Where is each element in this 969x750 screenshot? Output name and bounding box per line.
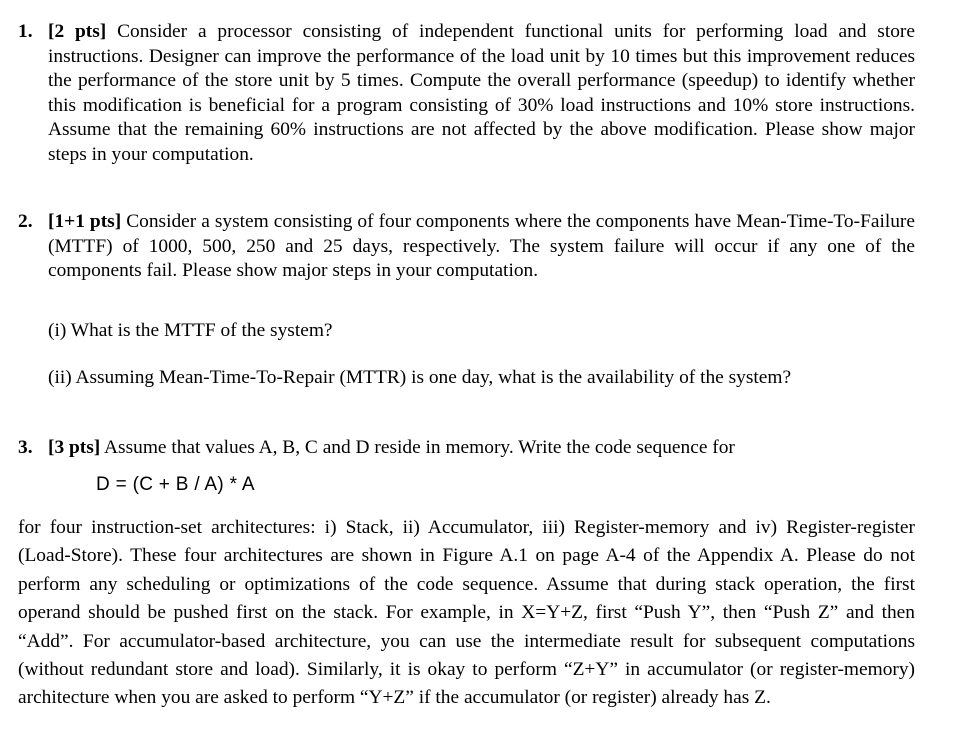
question-3-body bbox=[0, 436, 915, 461]
question-points: [1+1 pts] bbox=[48, 211, 122, 232]
subquestion-i: (i) What is the MTTF of the system? bbox=[48, 320, 333, 341]
question-2 bbox=[0, 210, 969, 284]
subquestion-ii: (ii) Assuming Mean-Time-To-Repair (MTTR) is one day, what is the availability of the system? bbox=[48, 367, 792, 388]
question-text: Consider a processor consisting of independent functional units for performing load and store instructions. Designer can improve the performance of the load unit by 10 times but this improvement reduces the performance of the store unit by 5 times. Compute the overall performance (speedup) to identify whether this modification is beneficial for a program consisting of 30% load instructions and 10% store instructions. Assume that the remaining 60% instructions are not affected by the above modification. Please show major steps in your computation. bbox=[48, 21, 915, 165]
formula: D = (C + B / A) * A bbox=[96, 474, 255, 495]
question-number: 1. bbox=[18, 21, 33, 42]
question-text: Consider a system consisting of four components where the components have Mean-Time-To-Failure (MTTF) of 1000, 500, 250 and 25 days, respectively. The system failure will occur if any one of the components fail. Please show major steps in your computation. bbox=[48, 211, 915, 282]
question-3-paragraph: for four instruction-set architectures: i) Stack, ii) Accumulator, iii) Register-memory and iv) Register-register (Load-Store). These four architectures are shown in Figure A.1 on page A-4 of the Appendix A. Please do not perform any scheduling or optimizations of the code sequence. Assume that during stack operation, the first operand should be pushed first on the stack. For example, in X=Y+Z, first “Push Y”, then “Push Z” and then “Add”. For accumulator-based architecture, you can use the intermediate result for subsequent computations (without redundant store and load). Similarly, it is okay to perform “Z+Y” in accumulator (or register-memory) architecture when you are asked to perform “Y+Z” if the accumulator (or register) already has Z. bbox=[18, 517, 915, 709]
question-3 bbox=[0, 436, 969, 461]
question-2-body bbox=[0, 210, 915, 284]
question-points: [3 pts] bbox=[48, 437, 101, 458]
question-points: [2 pts] bbox=[48, 21, 107, 42]
question-1 bbox=[0, 20, 969, 168]
question-number: 3. bbox=[18, 437, 33, 458]
question-1-body bbox=[0, 20, 915, 168]
question-text: Assume that values A, B, C and D reside in memory. Write the code sequence for bbox=[100, 437, 735, 458]
question-number: 2. bbox=[18, 211, 33, 232]
